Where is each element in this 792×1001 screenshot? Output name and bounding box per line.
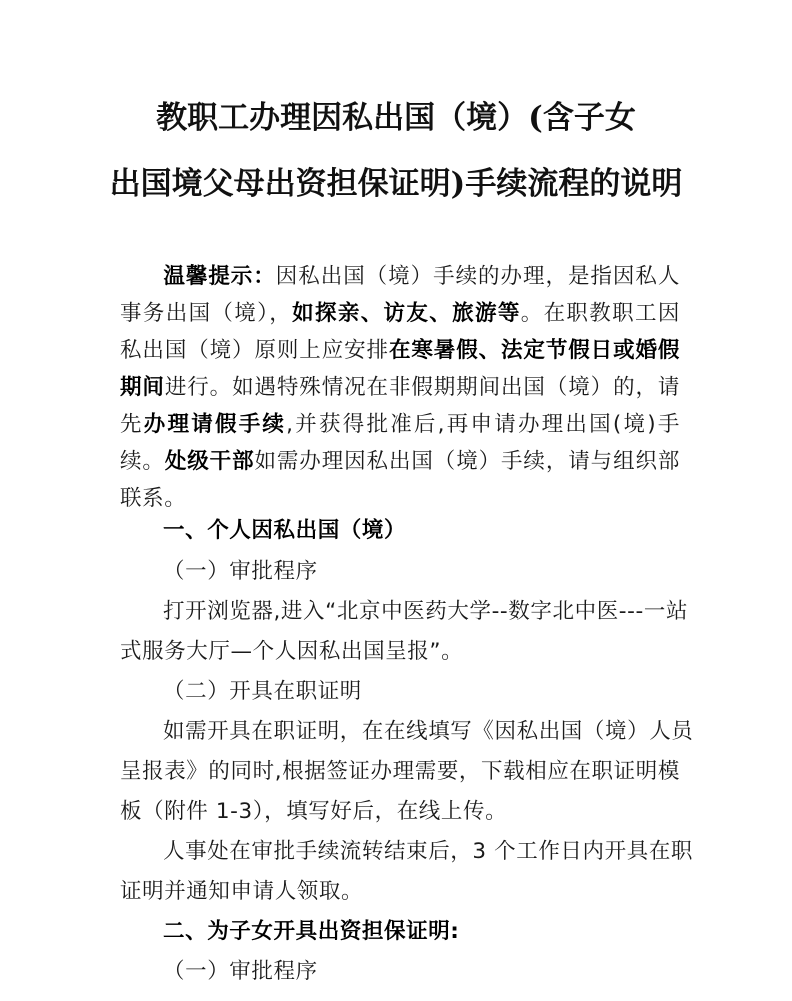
- intro-label: 温馨提示：: [163, 264, 276, 289]
- section-2-heading: 二、为子女开具出资担保证明:: [163, 919, 460, 944]
- intro-bold-1: 如探亲、访友、旅游等: [292, 301, 521, 326]
- intro-text-5: 如需办理因私出国（境）手续，请与组织部联系。: [120, 449, 680, 511]
- section-1-sub-2-heading: （二）开具在职证明: [163, 679, 362, 704]
- section-1-sub-2-para-1-line-2: 呈报表》的同时,根据签证办理需要，下载相应在职证明模: [120, 759, 680, 784]
- section-1-sub-2-para-2-line-1: 人事处在审批手续流转结束后，3 个工作日内开具在职: [163, 839, 694, 864]
- section-1-sub-2-para-2-line-2: 证明并通知申请人领取。: [120, 879, 364, 904]
- intro-bold-2: 在寒暑假、法定节假日或婚假期间: [120, 338, 680, 400]
- intro-bold-3: 办理请假手续: [143, 412, 287, 437]
- intro-text-2: 。在职教职工因私出国（境）原则上应安排: [120, 301, 680, 363]
- intro-text-4: ,并获得批准后,再申请办理出国(境)手续。: [120, 412, 680, 474]
- intro-bold-4: 处级干部: [164, 449, 255, 474]
- section-1-sub-1-line-1: 打开浏览器,进入“北京中医药大学--数字北中医---一站: [163, 599, 689, 624]
- section-1-sub-1-heading: （一）审批程序: [163, 559, 318, 584]
- intro-text-3: 进行。如遇特殊情况在非假期期间出国（境）的，请先: [120, 375, 680, 437]
- document-title-line-1: 教职工办理因私出国（境）(含子女: [156, 100, 636, 136]
- section-1-sub-2-para-1-line-3: 板（附件 1-3），填写好后，在线上传。: [120, 799, 508, 824]
- intro-paragraph: [120, 258, 680, 517]
- section-1-sub-1-line-2: 式服务大厅—个人因私出国呈报”。: [120, 639, 464, 664]
- section-2-sub-1-heading: （一）审批程序: [163, 959, 318, 984]
- intro-text-1: 因私出国（境）手续的办理，是指因私人事务出国（境），: [120, 264, 680, 326]
- document-title-line-2: 出国境父母出资担保证明)手续流程的说明: [109, 166, 683, 202]
- section-1-heading: 一、个人因私出国（境）: [163, 518, 407, 543]
- section-1-sub-2-para-1-line-1: 如需开具在职证明，在在线填写《因私出国（境）人员: [163, 719, 694, 744]
